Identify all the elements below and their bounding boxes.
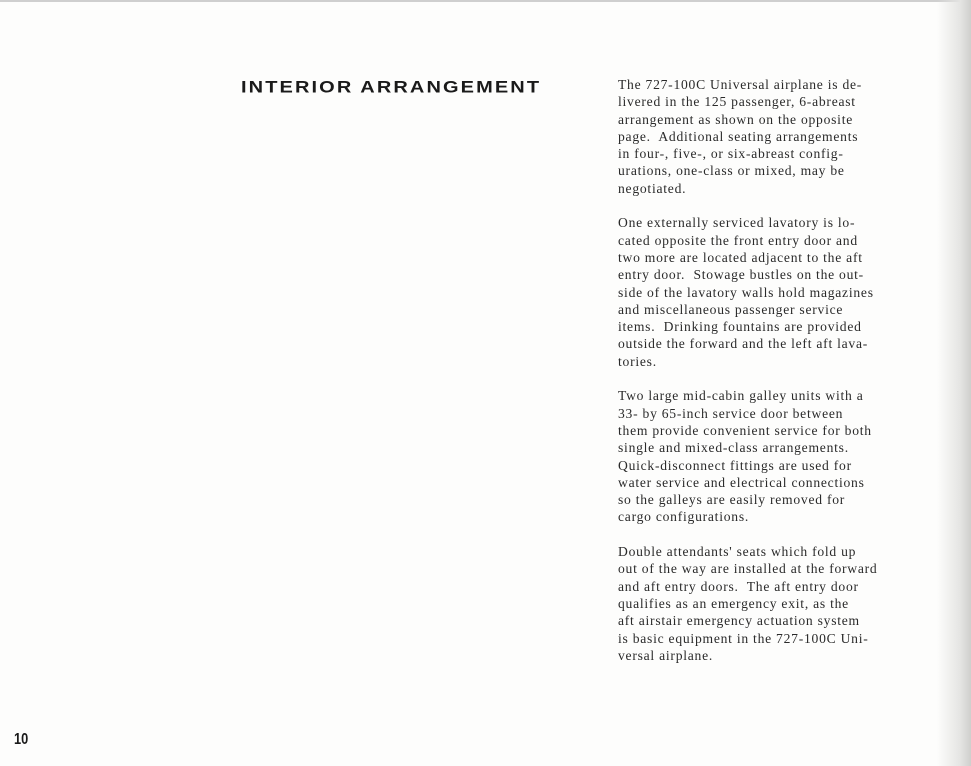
body-text (618, 76, 877, 681)
text-line: is basic equipment in the 727-100C Uni- (618, 630, 869, 646)
page-number: 10 (14, 731, 29, 748)
text-line: aft airstair emergency actuation system (618, 613, 860, 629)
text-line: outside the forward and the left aft lava- (618, 336, 869, 352)
text-line: negotiated. (618, 180, 687, 196)
page-edge-shadow (937, 0, 971, 766)
text-line: versal airplane. (618, 647, 714, 663)
text-line: items. Drinking fountains are provided (618, 319, 862, 335)
text-line: out of the way are installed at the forward (618, 561, 878, 577)
text-line: cated opposite the front entry door and (618, 232, 858, 248)
page-top-edge (0, 0, 971, 2)
text-line: urations, one-class or mixed, may be (618, 163, 845, 179)
text-line: livered in the 125 passenger, 6-abreast (618, 94, 856, 110)
text-line: so the galleys are easily removed for (618, 492, 846, 508)
text-line: Double attendants' seats which fold up (618, 544, 857, 560)
paragraph (618, 543, 877, 664)
text-line: Two large mid-cabin galley units with a (618, 388, 864, 404)
paragraph (618, 387, 877, 525)
paragraph (618, 76, 877, 197)
text-line: water service and electrical connections (618, 474, 865, 490)
section-heading: INTERIOR ARRANGEMENT (241, 78, 542, 97)
text-line: arrangement as shown on the opposite (618, 111, 854, 127)
text-line: them provide convenient service for both (618, 422, 872, 438)
text-line: One externally serviced lavatory is lo- (618, 215, 856, 231)
text-line: entry door. Stowage bustles on the out- (618, 267, 864, 283)
text-line: qualifies as an emergency exit, as the (618, 595, 849, 611)
text-line: page. Additional seating arrangements (618, 128, 859, 144)
text-line: side of the lavatory walls hold magazines (618, 284, 874, 300)
text-line: Quick-disconnect fittings are used for (618, 457, 852, 473)
text-line: cargo configurations. (618, 509, 750, 525)
text-line: in four-, five-, or six-abreast config- (618, 146, 844, 162)
text-line: 33- by 65-inch service door between (618, 405, 844, 421)
text-line: and aft entry doors. The aft entry door (618, 578, 859, 594)
text-line: The 727-100C Universal airplane is de- (618, 77, 863, 92)
text-line: single and mixed-class arrangements. (618, 440, 849, 456)
text-line: tories. (618, 353, 657, 369)
paragraph (618, 214, 877, 370)
text-line: and miscellaneous passenger service (618, 301, 844, 317)
text-line: two more are located adjacent to the aft (618, 249, 863, 265)
